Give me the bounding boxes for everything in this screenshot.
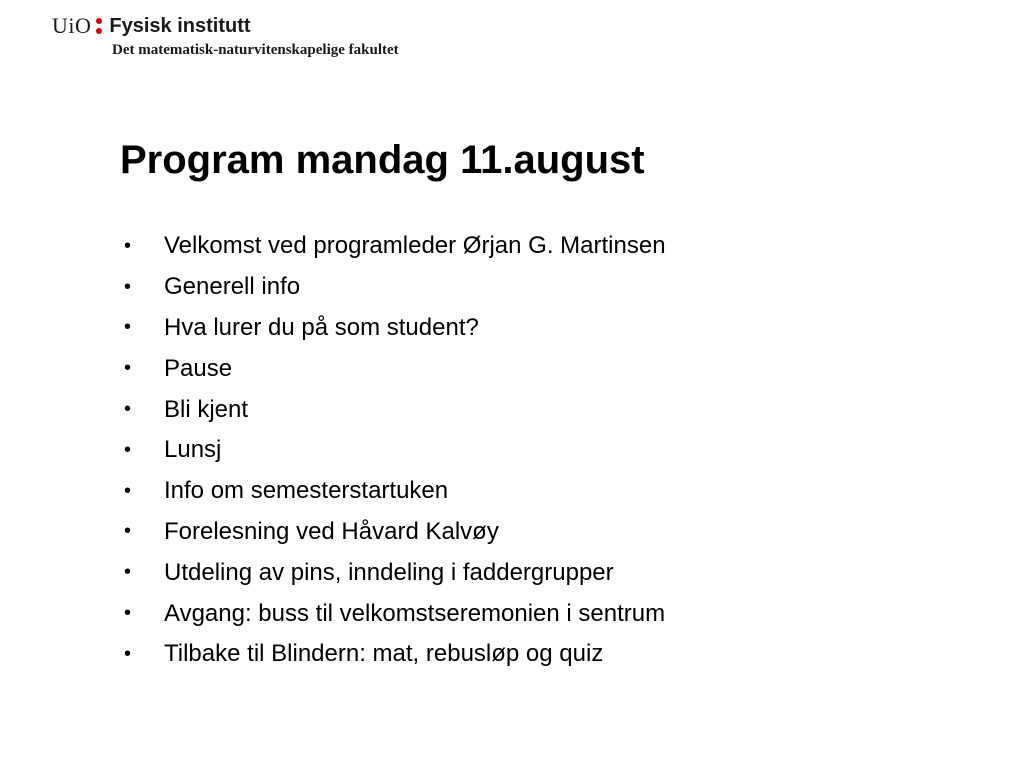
bullet-icon: •: [124, 520, 132, 543]
bullet-item: [120, 389, 666, 430]
bullet-text: Generell info: [164, 273, 301, 301]
bullet-item: [120, 634, 666, 675]
bullet-icon: •: [124, 234, 132, 257]
bullet-text: Pause: [164, 354, 233, 382]
bullet-icon: •: [124, 275, 132, 298]
bullet-text: Avgang: buss til velkomstseremonien i sentrum: [164, 599, 666, 627]
bullet-item: [120, 267, 666, 308]
bullet-item: [120, 226, 666, 267]
slide-title: Program mandag 11.august: [120, 138, 645, 182]
bullet-item: [120, 552, 666, 593]
bullet-text: Utdeling av pins, inndeling i faddergrupper: [164, 558, 614, 586]
header: [52, 12, 399, 62]
uio-logo-text: UiO: [52, 13, 92, 38]
bullet-item: [120, 348, 666, 389]
logo-dot-bottom: [96, 28, 102, 34]
bullet-icon: •: [124, 602, 132, 625]
uio-dots-icon: [96, 18, 102, 34]
bullet-icon: •: [124, 479, 132, 502]
bullet-item: [120, 471, 666, 512]
bullet-icon: •: [124, 438, 132, 461]
bullet-icon: •: [124, 357, 132, 380]
bullet-icon: •: [124, 642, 132, 665]
bullet-icon: •: [124, 398, 132, 421]
header-top: [52, 12, 399, 40]
bullet-item: [120, 593, 666, 634]
department-name: Fysisk institutt: [109, 14, 251, 37]
bullet-text: Forelesning ved Håvard Kalvøy: [164, 517, 499, 545]
bullet-icon: •: [124, 561, 132, 584]
bullet-item: [120, 308, 666, 349]
bullet-text: Lunsj: [164, 436, 222, 464]
bullet-text: Bli kjent: [164, 395, 249, 423]
faculty-name: Det matematisk-naturvitenskapelige fakultet: [112, 42, 399, 58]
bullet-text: Velkomst ved programleder Ørjan G. Martinsen: [164, 232, 666, 260]
bullet-text: Tilbake til Blindern: mat, rebusløp og quiz: [164, 640, 604, 668]
bullet-icon: •: [124, 316, 132, 339]
bullet-list: [120, 226, 666, 675]
bullet-text: Info om semesterstartuken: [164, 477, 449, 505]
bullet-item: [120, 512, 666, 553]
logo-dot-top: [96, 18, 102, 24]
bullet-text: Hva lurer du på som student?: [164, 313, 479, 341]
bullet-item: [120, 430, 666, 471]
